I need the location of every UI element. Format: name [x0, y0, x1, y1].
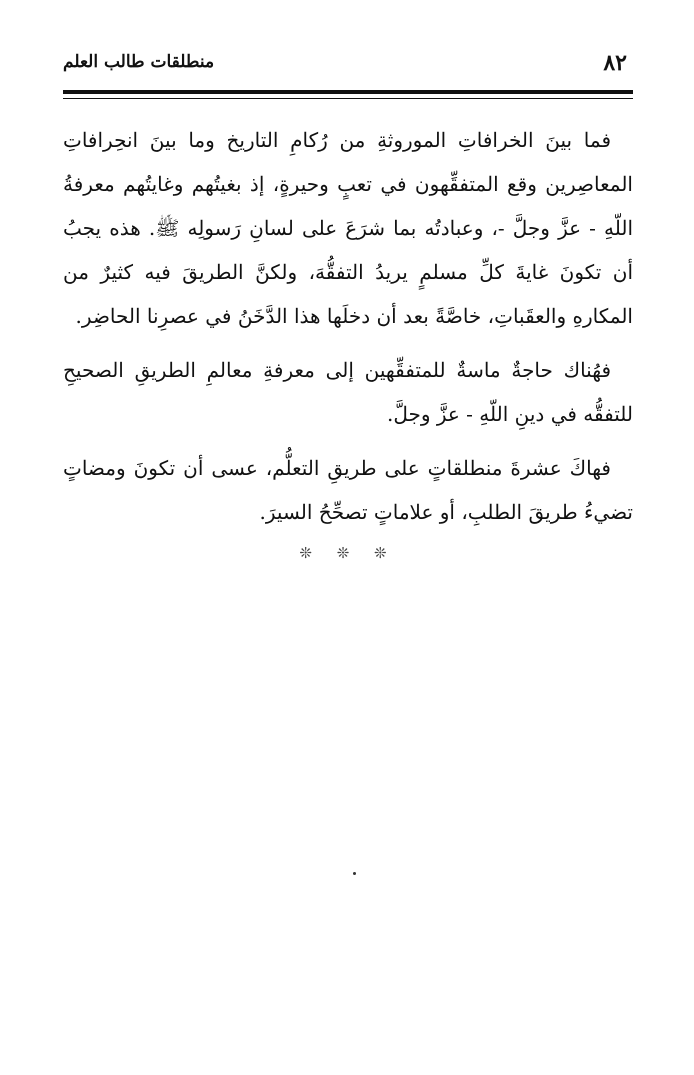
body-text	[63, 118, 633, 562]
running-title: منطلقات طالب العلم	[63, 52, 215, 72]
header-rule-thick	[63, 90, 633, 94]
stray-mark	[353, 872, 356, 875]
paragraph-3: فهاكَ عشرةَ منطلقاتٍ على طريقِ التعلُّم، عسى أن تكونَ ومضاتٍ تضيءُ طريقَ الطلبِ، أو علاماتٍ تصحِّحُ السيرَ.	[63, 456, 633, 524]
header-rule-thin	[63, 98, 633, 99]
paragraph-1: فما بينَ الخرافاتِ الموروثةِ من رُكامِ التاريخ وما بينَ انحِرافاتِ المعاصِرين وقع المتفقِّهون في تعبٍ وحيرةٍ، إذ بغيتُهم وغايتُهم معرفةُ اللّهِ - عزَّ وجلَّ -، وعبادتُه بما شرَعَ على لسانِ رَسولِه ﷺ. هذه يجبُ أن تكونَ غايةَ كلِّ مسلمٍ يريدُ التفقُّهَ، ولكنَّ الطريقَ فيه كثيرٌ من المكارهِ والعقَباتِ، خاصَّةً بعد أن دخلَها هذا الدَّخَنُ في عصرِنا الحاضِر.	[63, 128, 633, 328]
section-separator: ❊ ❊ ❊	[299, 544, 397, 562]
page-header	[63, 46, 633, 86]
paragraph-2: فهُناك حاجةٌ ماسةٌ للمتفقِّهين إلى معرفةِ معالمِ الطريقِ الصحيحِ للتفقُّه في دينِ اللّهِ - عزَّ وجلَّ.	[63, 358, 633, 426]
page-number: ٨٢	[603, 50, 627, 76]
